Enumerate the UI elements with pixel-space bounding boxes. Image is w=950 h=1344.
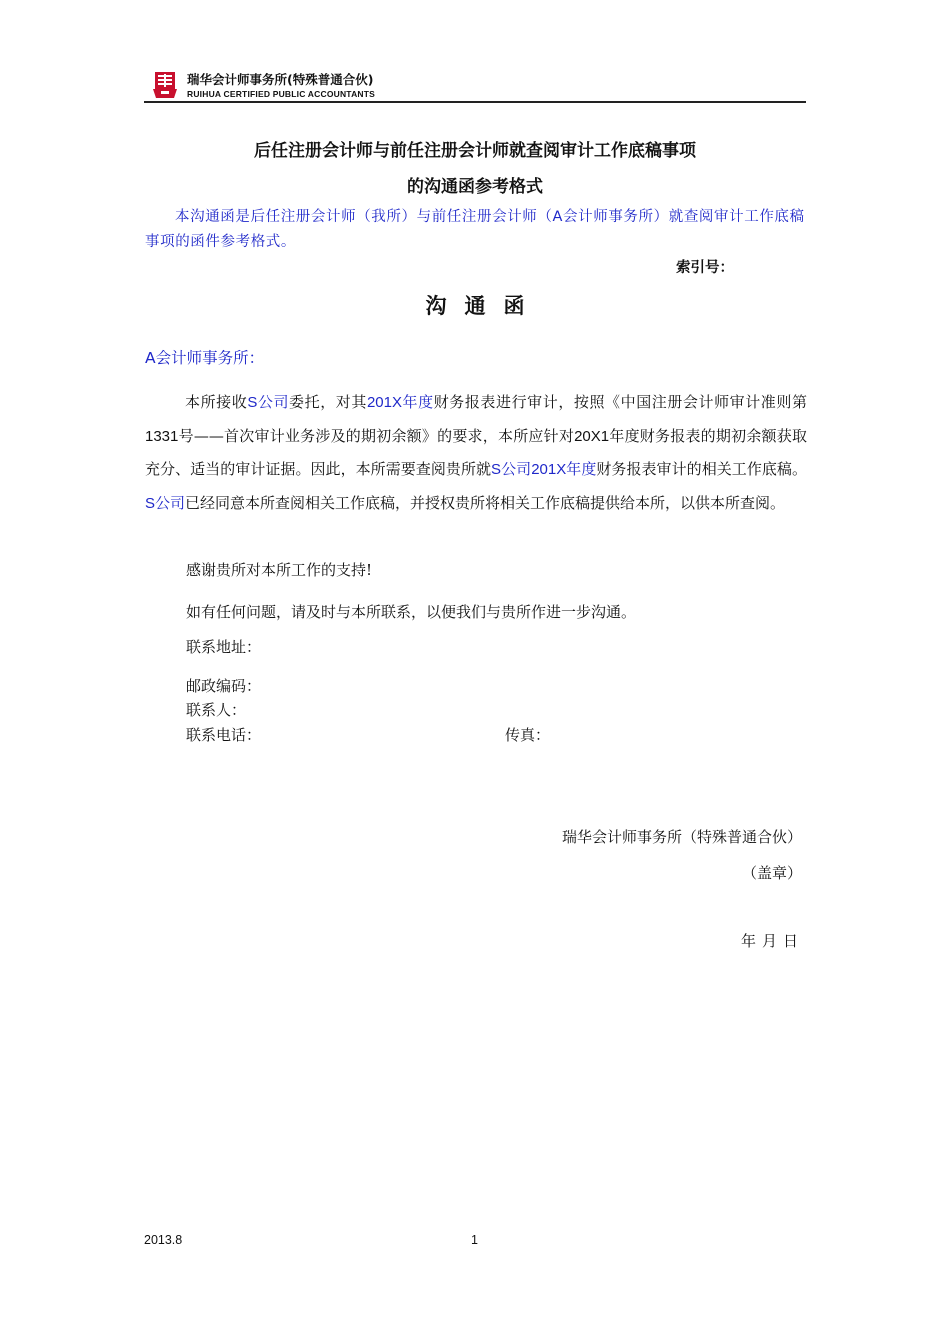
header-divider <box>144 101 806 103</box>
firm-name-en: RUIHUA CERTIFIED PUBLIC ACCOUNTANTS <box>187 89 376 99</box>
body-text: 委托，对其 <box>289 393 367 411</box>
body-text: 财务报表进行审计，按照《中国注册会计师审计准则第 <box>433 393 807 411</box>
contact-person-label: 联系人： <box>186 701 247 719</box>
index-number-label: 索引号： <box>676 259 734 276</box>
date-placeholder: 年月日 <box>740 932 804 950</box>
standard-number: 1331 <box>145 427 179 445</box>
body-text: 本所接收 <box>185 393 248 411</box>
document-title-line2: 的沟通函参考格式 <box>407 177 543 197</box>
recipient: A会计师事务所： <box>145 349 265 367</box>
contact-phone-label: 联系电话： <box>186 726 262 744</box>
client-name: S公司 <box>247 394 290 411</box>
firm-name-cn: 瑞华会计师事务所(特殊普通合伙) <box>187 72 374 87</box>
signature-firm: 瑞华会计师事务所（特殊普通合伙） <box>561 828 802 846</box>
audit-year: 201X年度 <box>531 461 597 478</box>
body-text: 财务报表审计的相关工作底稿。 <box>596 460 807 478</box>
intro-note: 本沟通函是后任注册会计师（我所）与前任注册会计师（A会计师事务所）就查阅审计工作底稿事项的函件参考格式。 <box>145 209 805 250</box>
body-text: 已经同意本所查阅相关工作底稿，并授权贵所将相关工作底稿提供给本所，以供本所查阅。 <box>185 493 786 512</box>
body-text: 年度财务报表的期初余额获取充分、适当的审计证据。因此，本所需要查阅贵所就 <box>145 426 807 478</box>
thanks-line: 感谢贵所对本所工作的支持! <box>186 561 373 579</box>
body-text: 号——首次审计业务涉及的期初余额》的要求，本所应针对 <box>178 426 575 445</box>
audit-year: 201X年度 <box>366 394 434 411</box>
ruihua-logo-icon <box>150 70 180 100</box>
client-name: S公司 <box>145 494 186 512</box>
body-paragraph <box>145 386 807 520</box>
seal-placeholder: （盖章） <box>741 864 802 882</box>
letter-title: 沟通函 <box>425 293 543 318</box>
audit-year: 20X1 <box>574 427 610 445</box>
postal-code-label: 邮政编码： <box>186 677 262 695</box>
contact-address-label: 联系地址： <box>186 638 262 656</box>
footer-version: 2013.8 <box>144 1233 183 1247</box>
fax-label: 传真： <box>505 726 551 744</box>
document-title-line1: 后任注册会计师与前任注册会计师就查阅审计工作底稿事项 <box>254 141 696 161</box>
client-name: S公司 <box>491 461 532 478</box>
page-number: 1 <box>471 1233 478 1247</box>
contact-note: 如有任何问题，请及时与本所联系，以便我们与贵所作进一步沟通。 <box>186 603 637 621</box>
